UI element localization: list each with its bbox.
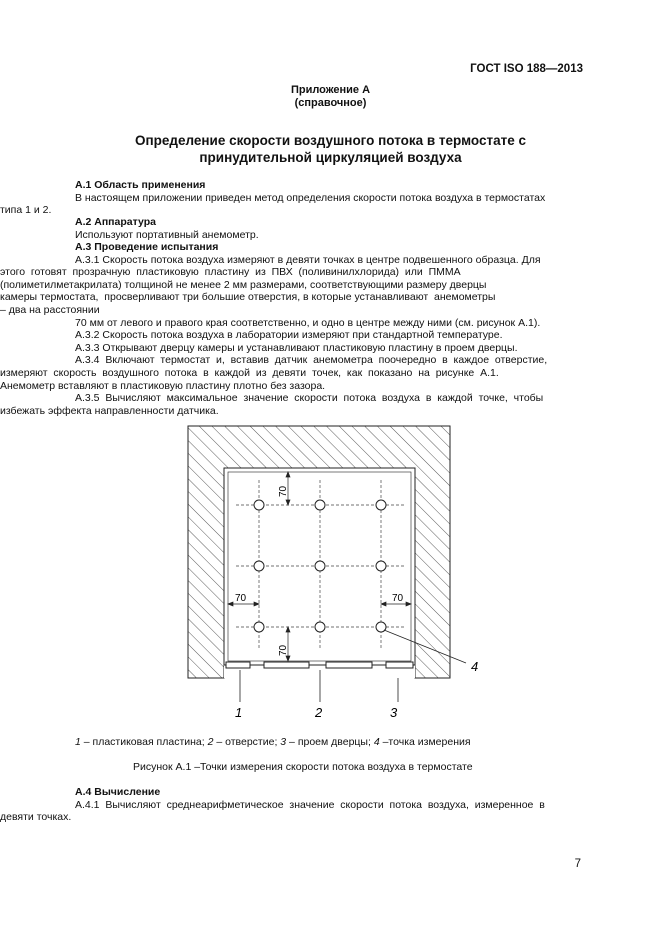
appendix-title: Приложение А xyxy=(290,84,371,96)
a32-text: А.3.2 Скорость потока воздуха в лаборатории измеряют при стандартной температуре. xyxy=(75,329,503,342)
callout-4: 4 xyxy=(471,659,479,674)
a31-line5: – два на расстоянии xyxy=(0,303,100,316)
section-a2-title: А.2 Аппаратура xyxy=(75,216,156,228)
plate-slot xyxy=(326,662,372,668)
section-a2-text: Используют портативный анемометр. xyxy=(75,228,259,241)
measurement-point xyxy=(376,500,386,510)
dim-70-bottom: 70 xyxy=(278,644,289,656)
section-a3 xyxy=(0,241,585,417)
measurement-point xyxy=(315,500,325,510)
a31-line2: этого готовят прозрачную пластиковую пластину из ПВХ (поливинилхлорида) или ПММА xyxy=(0,266,461,279)
figure-legend xyxy=(75,736,471,748)
callout-2: 2 xyxy=(315,705,323,720)
section-a3-title: А.3 Проведение испытания xyxy=(75,241,219,253)
figure-caption: Рисунок А.1 –Точки измерения скорости потока воздуха в термостате xyxy=(133,761,473,773)
page-number: 7 xyxy=(574,858,581,870)
chamber-interior xyxy=(224,468,415,678)
legend-text-3: – проем дверцы; xyxy=(286,736,374,748)
plate-slot xyxy=(264,662,309,668)
a34-line1: А.3.4 Включают термостат и, вставив датчик анемометра поочередно в каждое отверстие, xyxy=(75,354,548,367)
legend-text-1: – пластиковая пластина; xyxy=(80,736,208,748)
dim-70-top: 70 xyxy=(278,485,289,497)
a41-line2: девяти точках. xyxy=(0,811,72,824)
callout-3: 3 xyxy=(390,705,398,720)
a33-text: А.3.3 Открывают дверцу камеры и устанавливают пластиковую пластину в проем дверцы. xyxy=(75,341,518,354)
standard-header: ГОСТ ISO 188—2013 xyxy=(470,63,583,75)
legend-num-3: 3 xyxy=(280,736,287,748)
a31-line3: (полиметилметакрилата) толщиной не менее 2 мм размерами, соответствующими размеру дверцы xyxy=(0,278,487,291)
heading-line2: принудительной циркуляцией воздуха xyxy=(199,150,462,165)
measurement-point xyxy=(254,561,264,571)
section-a4-title: А.4 Вычисление xyxy=(75,786,161,798)
measurement-point xyxy=(376,561,386,571)
measurement-point xyxy=(315,622,325,632)
a31-line4: камеры термостата, просверливают три большие отверстия, в которые устанавливают анемометры xyxy=(0,291,496,304)
section-a1 xyxy=(0,179,582,217)
a34-line3: Анемометр вставляют в пластиковую пластину плотно без зазора. xyxy=(0,379,326,392)
section-a4 xyxy=(0,786,585,824)
plate-slot xyxy=(226,662,250,668)
appendix-subtitle: (справочное) xyxy=(294,97,367,109)
measurement-point xyxy=(254,622,264,632)
figure-a1 xyxy=(180,420,500,725)
section-a1-text-l1: В настоящем приложении приведен метод определения скорости потока воздуха в термостатах xyxy=(75,191,546,204)
legend-text-2: – отверстие; xyxy=(213,736,281,748)
a41-line1: А.4.1 Вычисляют среднеарифметическое значение скорости потока воздуха, измеренное в xyxy=(75,798,545,811)
a34-line2: измеряют скорость воздушного потока в каждой из девяти точек, как показано на рисунке А.1. xyxy=(0,366,499,379)
a31-line1: А.3.1 Скорость потока воздуха измеряют в девяти точках в центре подвешенного образца. Для xyxy=(75,253,541,266)
dim-70-left: 70 xyxy=(235,593,247,604)
callout-1: 1 xyxy=(235,705,243,720)
a35-line1: А.3.5 Вычисляют максимальное значение скорости потока воздуха в каждой точке, чтобы xyxy=(75,392,544,405)
measurement-point xyxy=(315,561,325,571)
section-a2 xyxy=(75,216,582,241)
legend-text-4: –точка измерения xyxy=(379,736,471,748)
measurement-point xyxy=(254,500,264,510)
a35-line2: избежать эффекта направленности датчика. xyxy=(0,404,219,417)
section-a1-title: А.1 Область применения xyxy=(75,179,206,191)
heading-line1: Определение скорости воздушного потока в термостате с xyxy=(134,133,527,148)
dim-70-right: 70 xyxy=(392,593,404,604)
legend-num-4: 4 xyxy=(373,736,380,748)
legend-num-2: 2 xyxy=(207,736,214,748)
a31-line6: 70 мм от левого и правого края соответственно, и одно в центре между ними (см. рисунок А.1). xyxy=(75,316,541,329)
section-a1-text-l2: типа 1 и 2. xyxy=(0,204,52,217)
plate-slot xyxy=(386,662,413,668)
legend-num-1: 1 xyxy=(75,736,81,748)
